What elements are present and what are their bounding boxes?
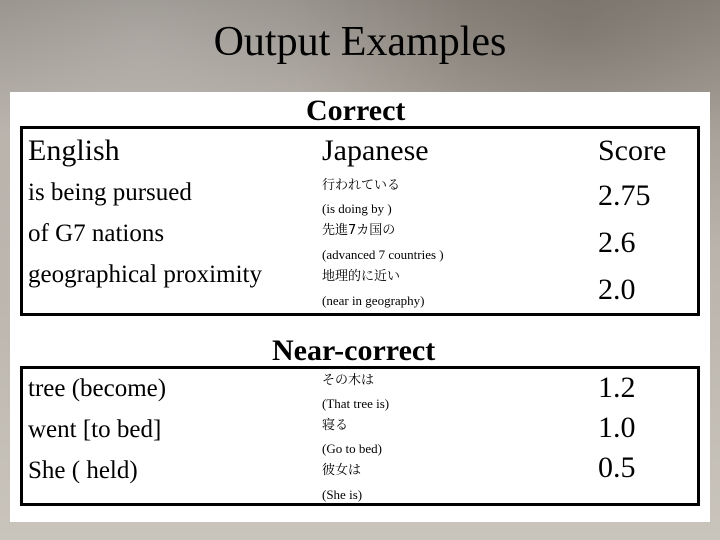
near-japanese-1: その木は [322,373,375,388]
correct-gloss-2: (advanced 7 countries ) [322,247,444,262]
header-english: English [28,134,120,167]
near-score-2: 1.0 [598,411,636,444]
slide-title: Output Examples [213,19,507,65]
near-score-3: 0.5 [598,451,636,484]
correct-gloss-1: (is doing by ) [322,201,392,216]
correct-section-label: Correct [306,94,406,127]
correct-japanese-1: 行われている [322,178,401,193]
correct-english-1: is being pursued [28,179,192,206]
correct-japanese-3: 地理的に近い [322,269,401,284]
near-english-2: went [to bed] [28,416,162,443]
header-japanese: Japanese [322,134,429,167]
near-japanese-2: 寝る [322,418,349,433]
correct-score-2: 2.6 [598,226,636,259]
correct-gloss-3: (near in geography) [322,293,425,308]
correct-japanese-2: 先進7カ国の [322,223,396,238]
correct-score-1: 2.75 [598,179,651,212]
near-correct-section-label: Near-correct [272,334,436,367]
near-japanese-3: 彼女は [322,463,362,478]
near-english-1: tree (become) [28,375,167,402]
correct-score-3: 2.0 [598,273,636,306]
near-score-1: 1.2 [598,371,636,404]
near-gloss-3: (She is) [322,487,363,502]
near-english-3: She ( held) [28,457,138,484]
correct-english-3: geographical proximity [28,261,262,288]
near-gloss-1: (That tree is) [322,396,390,411]
near-gloss-2: (Go to bed) [322,441,382,456]
header-score: Score [598,134,667,167]
correct-english-2: of G7 nations [28,220,165,247]
